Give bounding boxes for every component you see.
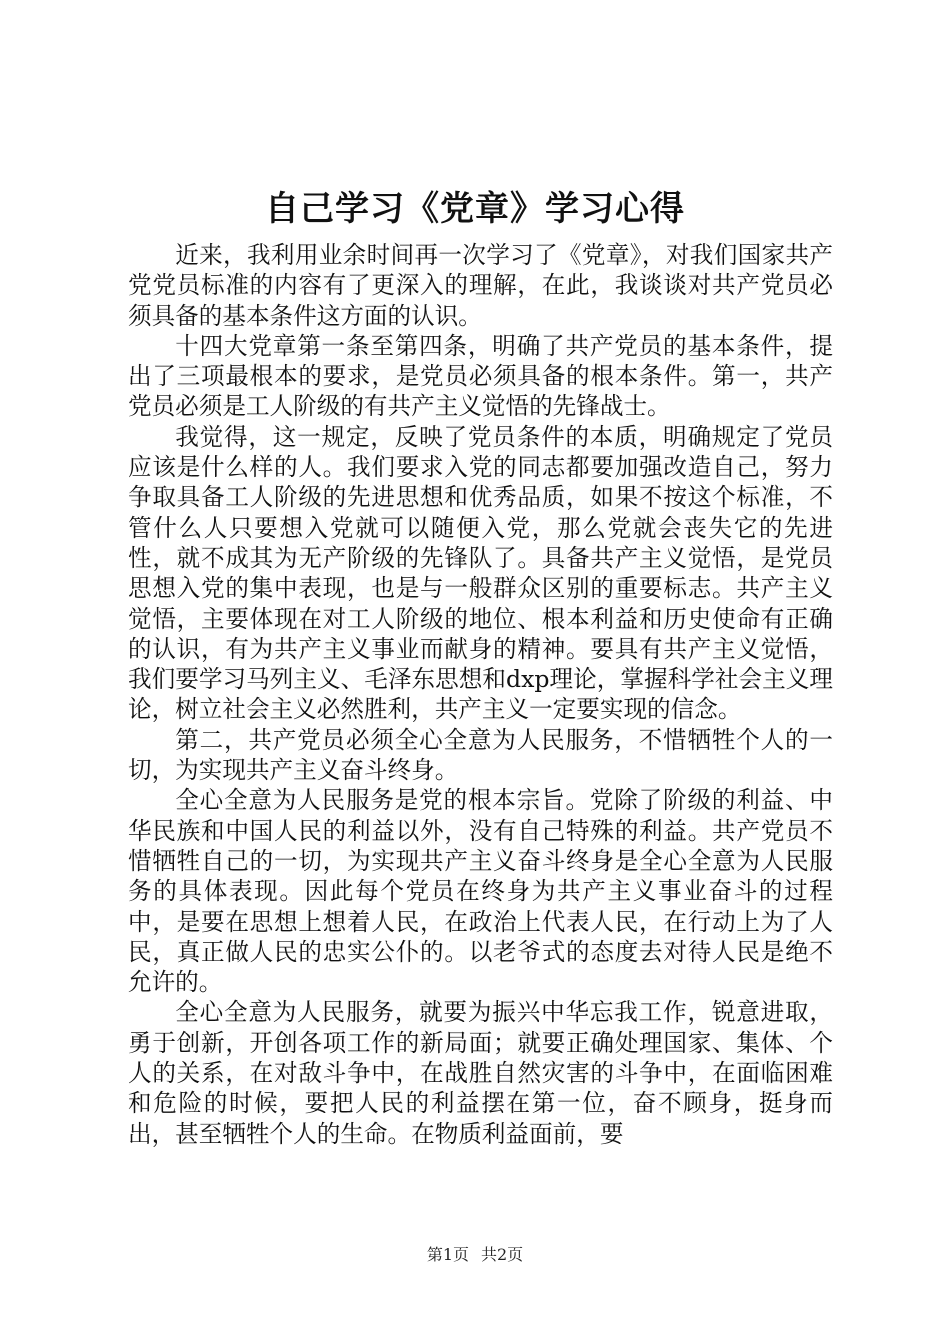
- paragraph: 全心全意为人民服务，就要为振兴中华忘我工作，锐意进取，勇于创新，开创各项工作的新局面；就要正确处理国家、集体、个人的关系，在对敌斗争中，在战胜自然灾害的斗争中，在面临困难和危险的时候，要把人民的利益摆在第一位，奋不顾身，挺身而出，甚至牺牲个人的生命。在物质利益面前，要: [128, 998, 833, 1148]
- paragraph: 十四大党章第一条至第四条，明确了共产党员的基本条件，提出了三项最根本的要求，是党员必须具备的根本条件。第一，共产党员必须是工人阶级的有共产主义觉悟的先锋战士。: [128, 331, 833, 421]
- page-footer: [0, 1244, 950, 1266]
- paragraph: 我觉得，这一规定，反映了党员条件的本质，明确规定了党员应该是什么样的人。我们要求入党的同志都要加强改造自己，努力争取具备工人阶级的先进思想和优秀品质，如果不按这个标准，不管什么人只要想入党就可以随便入党，那么党就会丧失它的先进性，就不成其为无产阶级的先锋队了。具备共产主义觉悟，是党员思想入党的集中表现，也是与一般群众区别的重要标志。共产主义觉悟，主要体现在对工人阶级的地位、根本利益和历史使命有正确的认识，有为共产主义事业而献身的精神。要具有共产主义觉悟，我们要学习马列主义、毛泽东思想和dxp理论，掌握科学社会主义理论，树立社会主义必然胜利，共产主义一定要实现的信念。: [128, 422, 833, 724]
- paragraph: 第二，共产党员必须全心全意为人民服务，不惜牺牲个人的一切，为实现共产主义奋斗终身。: [128, 725, 833, 785]
- paragraph: 近来，我利用业余时间再一次学习了《党章》，对我们国家共产党党员标准的内容有了更深入的理解，在此，我谈谈对共产党员必须具备的基本条件这方面的认识。: [128, 241, 833, 330]
- paragraph: 全心全意为人民服务是党的根本宗旨。党除了阶级的利益、中华民族和中国人民的利益以外，没有自己特殊的利益。共产党员不惜牺牲自己的一切，为实现共产主义奋斗终身是全心全意为人民服务的具体表现。因此每个党员在终身为共产主义事业奋斗的过程中，是要在思想上想着人民，在政治上代表人民，在行动上为了人民，真正做人民的忠实公仆的。以老爷式的态度去对待人民是绝不允许的。: [128, 786, 833, 997]
- document-title: 自己学习《党章》学习心得: [265, 189, 685, 229]
- document-body: [128, 240, 833, 1149]
- page-total: 共2页: [481, 1245, 524, 1264]
- page-number: 第1页: [426, 1245, 469, 1264]
